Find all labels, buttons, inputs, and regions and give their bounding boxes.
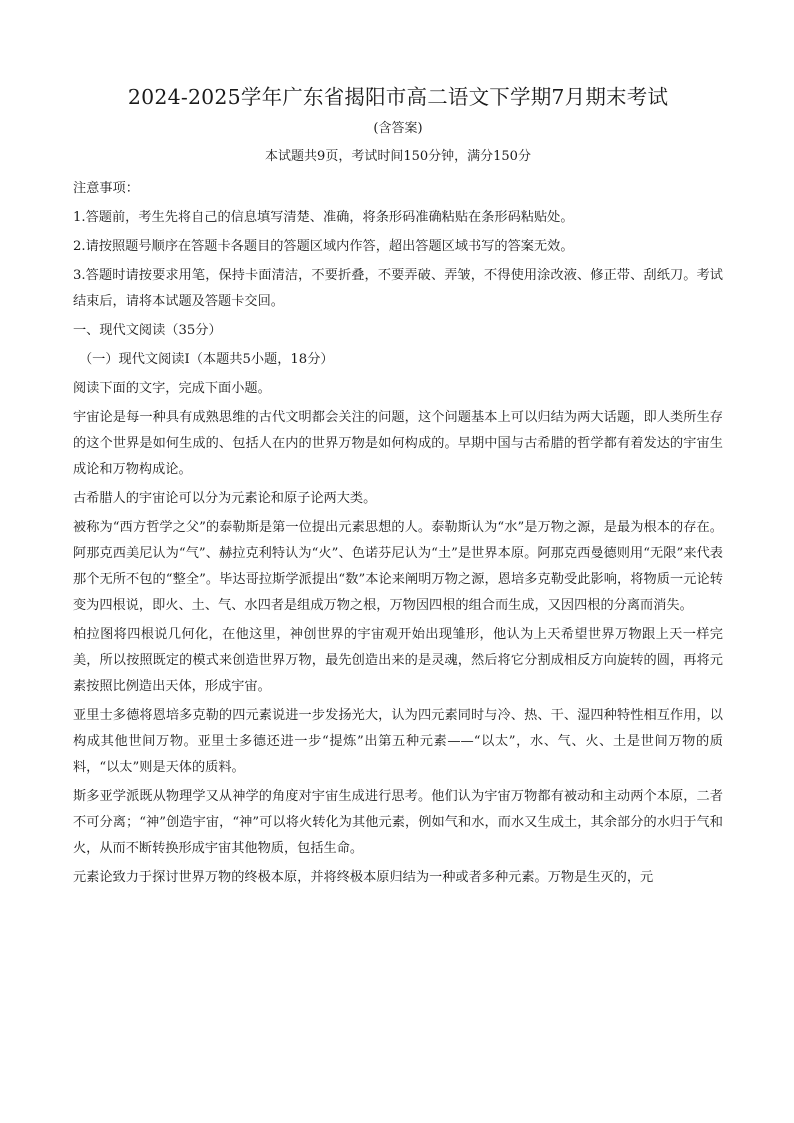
document-page bbox=[73, 82, 723, 894]
passage-paragraph: 亚里士多德将恩培多克勒的四元素说进一步发扬光大，认为四元素同时与冷、热、干、湿四种特性相互作用，以构成其他世间万物。亚里士多德还进一步“提炼”出第五种元素——“以太”，水、气、火、土是世间万物的质料，“以太”则是天体的质料。 bbox=[73, 708, 723, 775]
passage-paragraph: 元素论致力于探讨世界万物的终极本原，并将终极本原归结为一种或者多种元素。万物是生灭的，元 bbox=[73, 870, 654, 885]
notes-heading: 注意事项： bbox=[73, 181, 139, 196]
passage-paragraph: 柏拉图将四根说几何化，在他这里，神创世界的宇宙观开始出现雏形，他认为上天希望世界万物跟上天一样完美，所以按照既定的模式来创造世界万物，最先创造出来的是灵魂，然后将它分割成相反方向旋转的圆，再将元素按照比例造出天体，形成宇宙。 bbox=[73, 627, 723, 694]
passage-paragraph: 斯多亚学派既从物理学又从神学的角度对宇宙生成进行思考。他们认为宇宙万物都有被动和主动两个本原，二者不可分离；“神”创造宇宙，“神”可以将火转化为其他元素，例如气和水，而水又生成土，其余部分的水归于气和火，从而不断转换形成宇宙其他物质，包括生命。 bbox=[73, 789, 723, 856]
reading-instruction: 阅读下面的文字，完成下面小题。 bbox=[73, 381, 271, 396]
passage-paragraph: 宇宙论是每一种具有成熟思维的古代文明都会关注的问题，这个问题基本上可以归结为两大话题，即人类所生存的这个世界是如何生成的、包括人在内的世界万物是如何构成的。早期中国与古希腊的哲学都有着发达的宇宙生成论和万物构成论。 bbox=[73, 410, 723, 477]
document-subtitle: (含答案) bbox=[373, 121, 423, 136]
notes-item: 3.答题时请按要求用笔，保持卡面清洁，不要折叠，不要弄破、弄皱，不得使用涂改液、修正带、刮纸刀。考试结束后，请将本试题及答题卡交回。 bbox=[73, 268, 723, 309]
exam-info: 本试题共9页，考试时间150分钟，满分150分 bbox=[265, 149, 531, 164]
document-title: 2024-2025学年广东省揭阳市高二语文下学期7月期末考试 bbox=[127, 85, 669, 109]
passage-paragraph: 被称为“西方哲学之父”的泰勒斯是第一位提出元素思想的人。泰勒斯认为“水”是万物之源，是最为根本的存在。阿那克西美尼认为“气”、赫拉克利特认为“火”、色诺芬尼认为“土”是世界本原。阿那克西曼德则用“无限”来代表那个无所不包的“整全”。毕达哥拉斯学派提出“数”本论来阐明万物之源，恩培多克勒受此影响，将物质一元论转变为四根说，即火、土、气、水四者是组成万物之根，万物因四根的组合而生成，又因四根的分离而消失。 bbox=[73, 520, 723, 613]
section-heading: 一、现代文阅读（35分） bbox=[73, 323, 222, 338]
section-subheading: （一）现代文阅读Ⅰ（本题共5小题，18分） bbox=[79, 352, 334, 367]
notes-item: 2.请按照题号顺序在答题卡各题目的答题区域内作答，超出答题区域书写的答案无效。 bbox=[73, 239, 574, 254]
notes-item: 1.答题前，考生先将自己的信息填写清楚、准确，将条形码准确粘贴在条形码粘贴处。 bbox=[73, 210, 574, 225]
passage-paragraph: 古希腊人的宇宙论可以分为元素论和原子论两大类。 bbox=[73, 491, 377, 506]
